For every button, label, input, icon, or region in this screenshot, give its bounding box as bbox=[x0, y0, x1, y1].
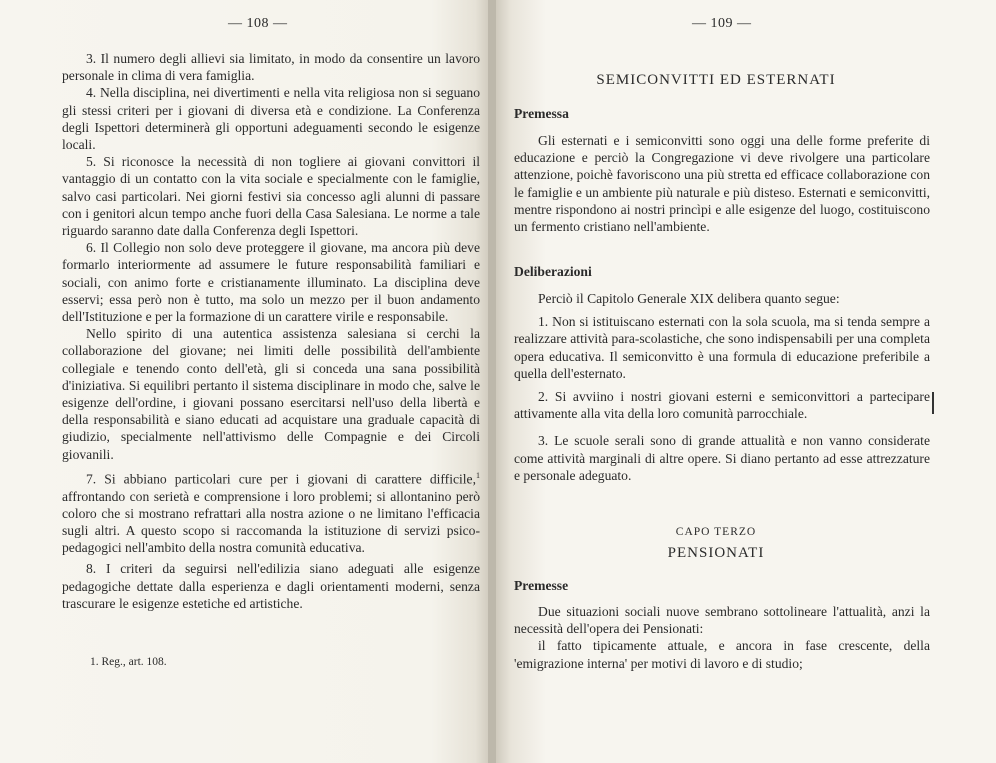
margin-mark bbox=[932, 392, 934, 414]
footnote-ref: 1 bbox=[476, 470, 480, 480]
right-page bbox=[496, 0, 996, 763]
deliberazioni-block bbox=[514, 290, 930, 484]
deliberazione-1: 1. Non si istituiscano esternati con la sola scuola, ma si tenda sempre a realizzare attività para-scolastiche, che sono indispensabili per una completa opera educativa. Il semiconvitto è una formula di educazione preferibile a quella dell'esternato. bbox=[514, 314, 930, 381]
premesse-block bbox=[514, 603, 930, 672]
premesse-paragraph-2: il fatto tipicamente attuale, e ancora in fase crescente, della 'emigrazione interna' per motivi di lavoro e di studio; bbox=[514, 638, 930, 671]
premesse-paragraph: Due situazioni sociali nuove sembrano sottolineare l'attualità, anzi la necessità dell'opera dei Pensionati: bbox=[514, 604, 930, 637]
paragraph-6-continued: Nello spirito di una autentica assistenza salesiana si cerchi la collaborazione del giovane; nei limiti delle possibilità dell'ambiente collegiale e tenendo conto dell'età, gli si conceda una sana possibilità d'iniziativa. Si equilibri pertanto il sistema disciplinare in modo che, salve le esigenze dell'ordine, i giovani possano esercitarsi nell'uso della libertà e della responsabilità e siano educati ad acquistare una graduale capacità di giudizio, specialmente nell'attivismo delle Compagnie e dei Circoli giovanili. bbox=[62, 326, 480, 462]
deliberazione-2: 2. Si avviino i nostri giovani esterni e semiconvittori a partecipare attivamente alla vita della loro comunità parrocchiale. bbox=[514, 389, 930, 422]
paragraph-7 bbox=[62, 467, 480, 557]
paragraph-4: 4. Nella disciplina, nei divertimenti e nella vita religiosa non si seguano gli stessi criteri per i giovani di diversa età e condizione. La Conferenza degli Ispettori determinerà gli opportuni adeguamenti secondo le esigenze locali. bbox=[62, 85, 480, 153]
deliberazioni-intro: Perciò il Capitolo Generale XIX delibera quanto segue: bbox=[538, 291, 840, 306]
deliberazioni-heading: Deliberazioni bbox=[514, 264, 592, 279]
paragraph-5: 5. Si riconosce la necessità di non togliere ai giovani convittori il vantaggio di un contatto con la vita sociale e specialmente con le famiglie, salvo casi particolari. Nei giorni festivi sia concesso agli alunni di passare con i genitori alcun tempo anche fuori della Casa Salesiana. Le norme a tale riguardo saranno date dalla Conferenza degli Ispettori. bbox=[62, 154, 480, 239]
footnote: 1. Reg., art. 108. bbox=[90, 656, 167, 668]
paragraph-7-start: 7. Si abbiano particolari cure per i giovani di carattere difficile, bbox=[86, 471, 476, 487]
left-body-text bbox=[62, 50, 480, 612]
chapter-title: PENSIONATI bbox=[667, 545, 765, 561]
deliberazione-3: 3. Le scuole serali sono di grande attualità e non vanno considerate come attività marginali di altre opere. Si diano pertanto ad esse attrezzature e personale adeguato. bbox=[514, 433, 930, 483]
page-number-right: — 109 — bbox=[692, 16, 752, 31]
premessa-paragraph: Gli esternati e i semiconvitti sono oggi una delle forme preferite di educazione e perciò la Congregazione vi deve rivolgere una particolare attenzione, poichè favoriscono una più stretta ed efficace collaborazione con le famiglie e un ambiente più naturale e più disteso. Esternati e semiconvitti, mentre rispondono ai nostri princìpi e alle esigenze del luogo, costituiscono un fermento cristiano nell'ambiente. bbox=[514, 133, 930, 235]
premessa-heading: Premessa bbox=[514, 106, 569, 121]
paragraph-7-end: affrontando con serietà e comprensione i loro problemi; si allontanino però coloro che si mostrano refrattari alla nostra azione o ne limitano l'efficacia sugli altri. A questo scopo si raccomanda la istituzione di servizi psico-pedagogici nell'ambito della nostra comunità educativa. bbox=[62, 488, 480, 556]
section-title: SEMICONVITTI ED ESTERNATI bbox=[596, 72, 836, 88]
premesse-heading: Premesse bbox=[514, 578, 569, 593]
paragraph-6: 6. Il Collegio non solo deve proteggere il giovane, ma ancora più deve formarlo interiormente ad assumere le future responsabilità familiari e sociali, con animo forte e cristianamente illuminato. La disciplina deve esservi; essa però non è tutto, ma solo un mezzo per il buon andamento dell'Istituzione e per la formazione di un carattere virile e responsabile. bbox=[62, 240, 480, 325]
left-page bbox=[0, 0, 490, 763]
premessa-text-block bbox=[514, 132, 930, 235]
page-number-left: — 108 — bbox=[228, 16, 288, 31]
paragraph-3: 3. Il numero degli allievi sia limitato, in modo da consentire un lavoro personale in clima di vera famiglia. bbox=[62, 51, 480, 84]
paragraph-8: 8. I criteri da seguirsi nell'edilizia siano adeguati alle esigenze pedagogiche dettate dalla esperienza e dagli orientamenti moderni, senza trascurare le esigenze estetiche ed artistiche. bbox=[62, 561, 480, 611]
chapter-label: CAPO TERZO bbox=[675, 526, 757, 538]
